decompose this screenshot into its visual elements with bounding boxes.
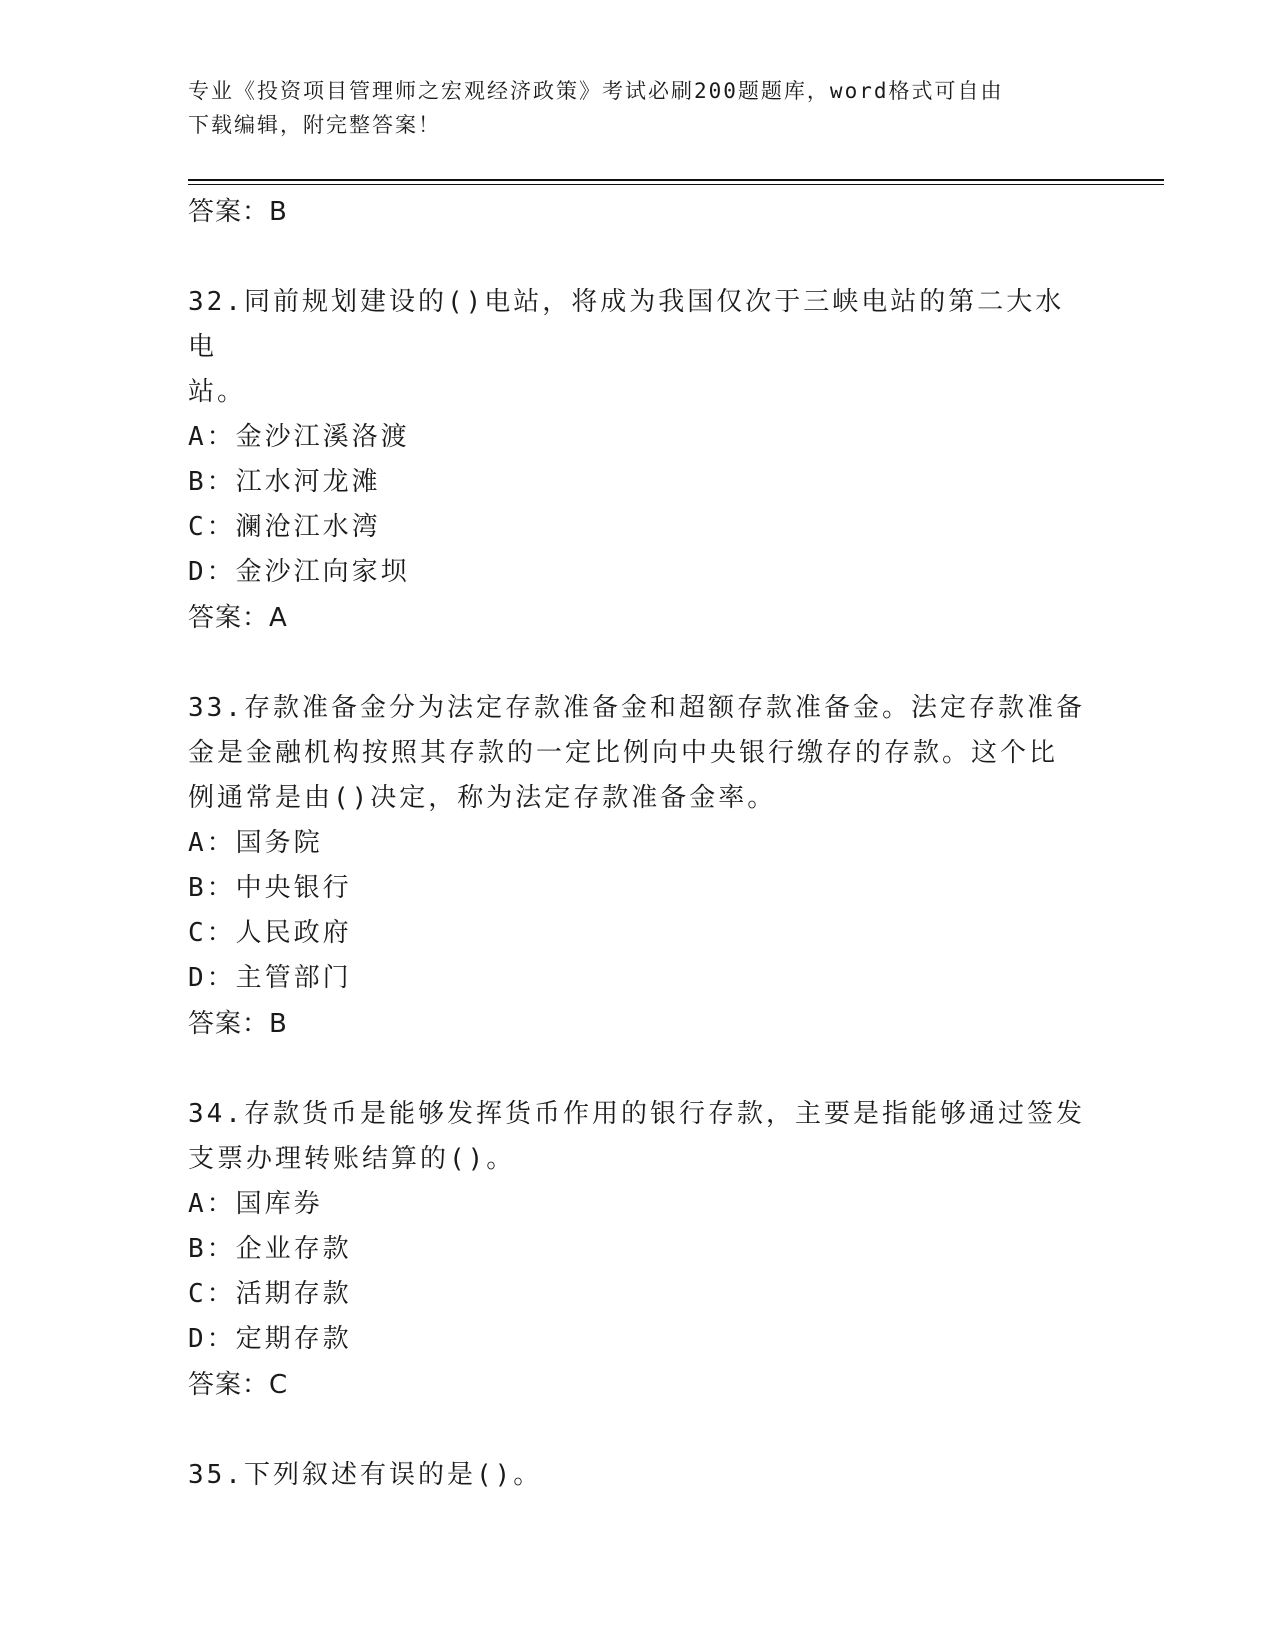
question-text-line: 33.存款准备金分为法定存款准备金和超额存款准备金。法定存款准备: [188, 693, 1085, 723]
option-b: B：中央银行: [188, 873, 352, 903]
header-rule-thin: [188, 184, 1164, 185]
spacer: [188, 1408, 1088, 1453]
header-line-1: 专业《投资项目管理师之宏观经济政策》考试必刷200题题库，word格式可自由: [188, 79, 1004, 103]
option-b: B：企业存款: [188, 1234, 352, 1264]
document-header: [188, 74, 1088, 142]
option-b: B：江水河龙滩: [188, 467, 381, 497]
answer: 答案：C: [188, 1370, 289, 1400]
option-a: A：金沙江溪洛渡: [188, 422, 410, 452]
question-35: [188, 1453, 1088, 1498]
header-rule-thick: [188, 179, 1164, 181]
spacer: [188, 641, 1088, 686]
question-text-line: 站。: [188, 377, 247, 407]
question-text-line: 32.同前规划建设的()电站，将成为我国仅次于三峡电站的第二大水电: [188, 287, 1065, 362]
previous-answer: 答案：B: [188, 197, 288, 227]
option-c: C：人民政府: [188, 918, 352, 948]
option-c: C：澜沧江水湾: [188, 512, 381, 542]
option-c: C：活期存款: [188, 1279, 352, 1309]
question-text-line: 金是金融机构按照其存款的一定比例向中央银行缴存的存款。这个比: [188, 738, 1059, 768]
question-list: [188, 189, 1088, 1498]
spacer: [188, 235, 1088, 280]
header-line-2: 下载编辑，附完整答案！: [188, 113, 441, 137]
option-d: D：金沙江向家坝: [188, 557, 410, 587]
question-32: [188, 280, 1088, 641]
question-text-line: 例通常是由()决定，称为法定存款准备金率。: [188, 783, 777, 813]
question-34: [188, 1092, 1088, 1408]
answer: 答案：A: [188, 603, 288, 633]
question-text-line: 34.存款货币是能够发挥货币作用的银行存款，主要是指能够通过签发: [188, 1099, 1085, 1129]
option-a: A：国库券: [188, 1189, 323, 1219]
question-text-line: 35.下列叙述有误的是()。: [188, 1460, 543, 1490]
option-a: A：国务院: [188, 828, 323, 858]
answer: 答案：B: [188, 1009, 288, 1039]
question-33: [188, 686, 1088, 1047]
option-d: D：定期存款: [188, 1324, 352, 1354]
spacer: [188, 1047, 1088, 1092]
question-text-line: 支票办理转账结算的()。: [188, 1144, 516, 1174]
option-d: D：主管部门: [188, 963, 352, 993]
